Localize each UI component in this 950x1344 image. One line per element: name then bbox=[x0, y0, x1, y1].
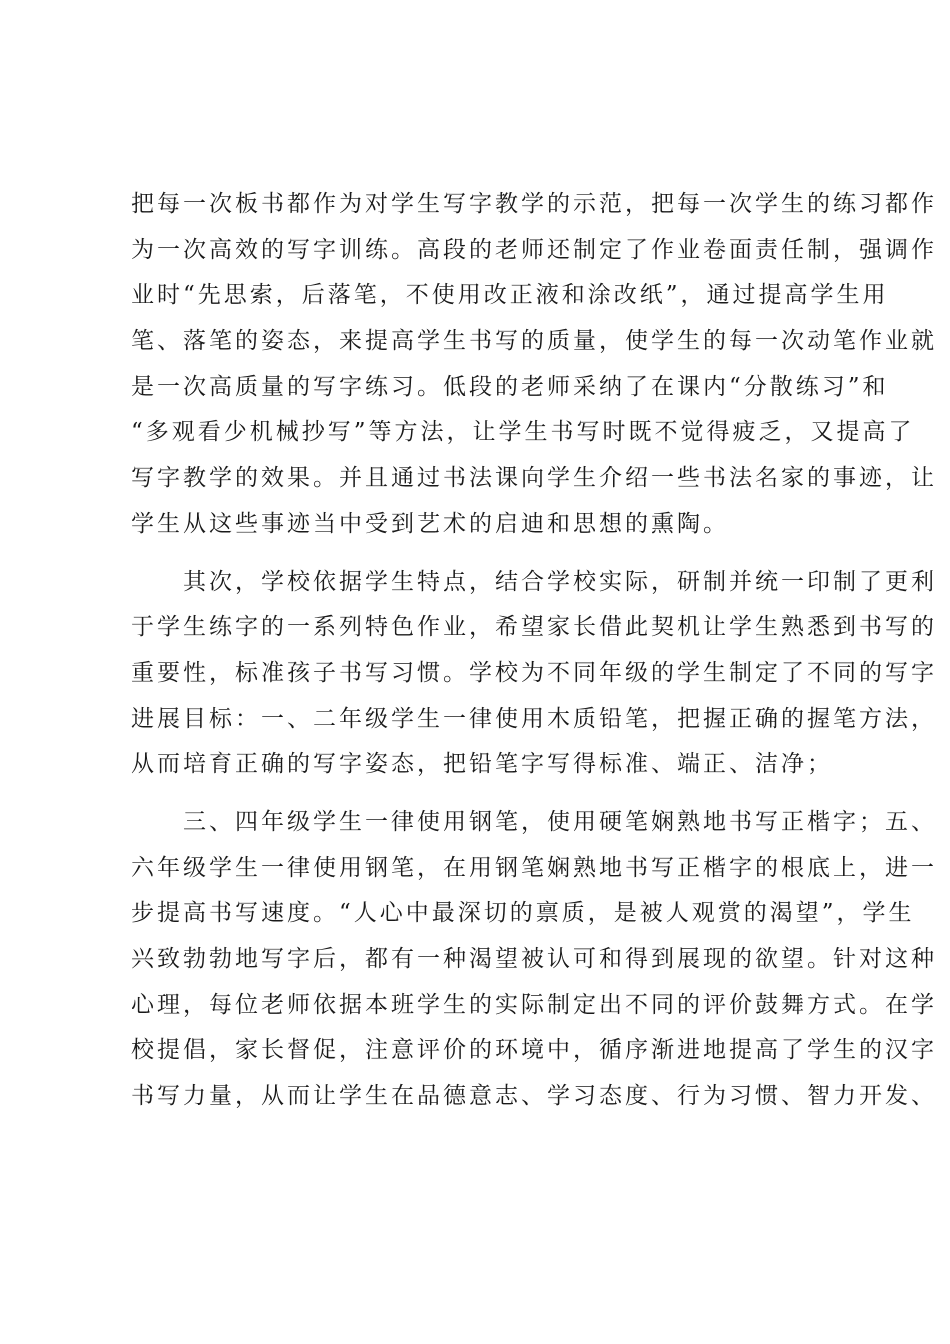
text-line: 把每一次板书都作为对学生写字教学的示范，把每一次学生的练习都作 bbox=[131, 191, 937, 217]
paragraph-1 bbox=[131, 182, 937, 548]
text-line: 于学生练字的一系列特色作业，希望家长借此契机让学生熟悉到书写的 bbox=[131, 614, 937, 641]
text-line: 心理，每位老师依据本班学生的实际制定出不同的评价鼓舞方式。在学 bbox=[131, 991, 937, 1018]
text-line: 从而培育正确的写字姿态，把铅笔字写得标准、端正、洁净； bbox=[131, 751, 833, 778]
text-line: 是一次高质量的写字练习。低段的老师采纳了在课内“分散练习”和 bbox=[131, 373, 889, 400]
text-line: 兴致勃勃地写字后，都有一种渴望被认可和得到展现的欲望。针对这种 bbox=[131, 946, 937, 972]
text-line: 业时“先思索，后落笔，不使用改正液和涂改纸”，通过提高学生用 bbox=[131, 282, 889, 309]
paragraph-2 bbox=[131, 560, 937, 788]
text-line: 步提高书写速度。“人心中最深切的禀质，是被人观赏的渴望”，学生 bbox=[131, 900, 915, 927]
text-line: 重要性，标准孩子书写习惯。学校为不同年级的学生制定了不同的写字 bbox=[131, 659, 937, 686]
text-line: 学生从这些事迹当中受到艺术的启迪和思想的熏陶。 bbox=[131, 510, 729, 537]
text-line: 六年级学生一律使用钢笔，在用钢笔娴熟地书写正楷字的根底上，进一 bbox=[131, 854, 937, 881]
text-line: 校提倡，家长督促，注意评价的环境中，循序渐进地提高了学生的汉字 bbox=[131, 1037, 937, 1064]
text-line: 为一次高效的写字训练。高段的老师还制定了作业卷面责任制，强调作 bbox=[131, 236, 937, 263]
text-line: 写字教学的效果。并且通过书法课向学生介绍一些书法名家的事迹，让 bbox=[131, 465, 937, 492]
text-line: 书写力量，从而让学生在品德意志、学习态度、行为习惯、智力开发、 bbox=[131, 1083, 937, 1110]
paragraph-gap bbox=[131, 548, 831, 560]
document-body bbox=[131, 182, 937, 1120]
text-line: 三、四年级学生一律使用钢笔，使用硬笔娴熟地书写正楷字；五、 bbox=[131, 808, 937, 835]
text-line: “多观看少机械抄写”等方法，让学生书写时既不觉得疲乏，又提高了 bbox=[131, 419, 915, 446]
paragraph-gap bbox=[131, 788, 831, 800]
text-line: 笔、落笔的姿态，来提高学生书写的质量，使学生的每一次动笔作业就 bbox=[131, 328, 937, 355]
text-line: 其次，学校依据学生特点，结合学校实际，研制并统一印制了更利 bbox=[131, 568, 937, 595]
paragraph-3 bbox=[131, 800, 937, 1120]
text-line: 进展目标：一、二年级学生一律使用木质铅笔，把握正确的握笔方法， bbox=[131, 705, 937, 732]
